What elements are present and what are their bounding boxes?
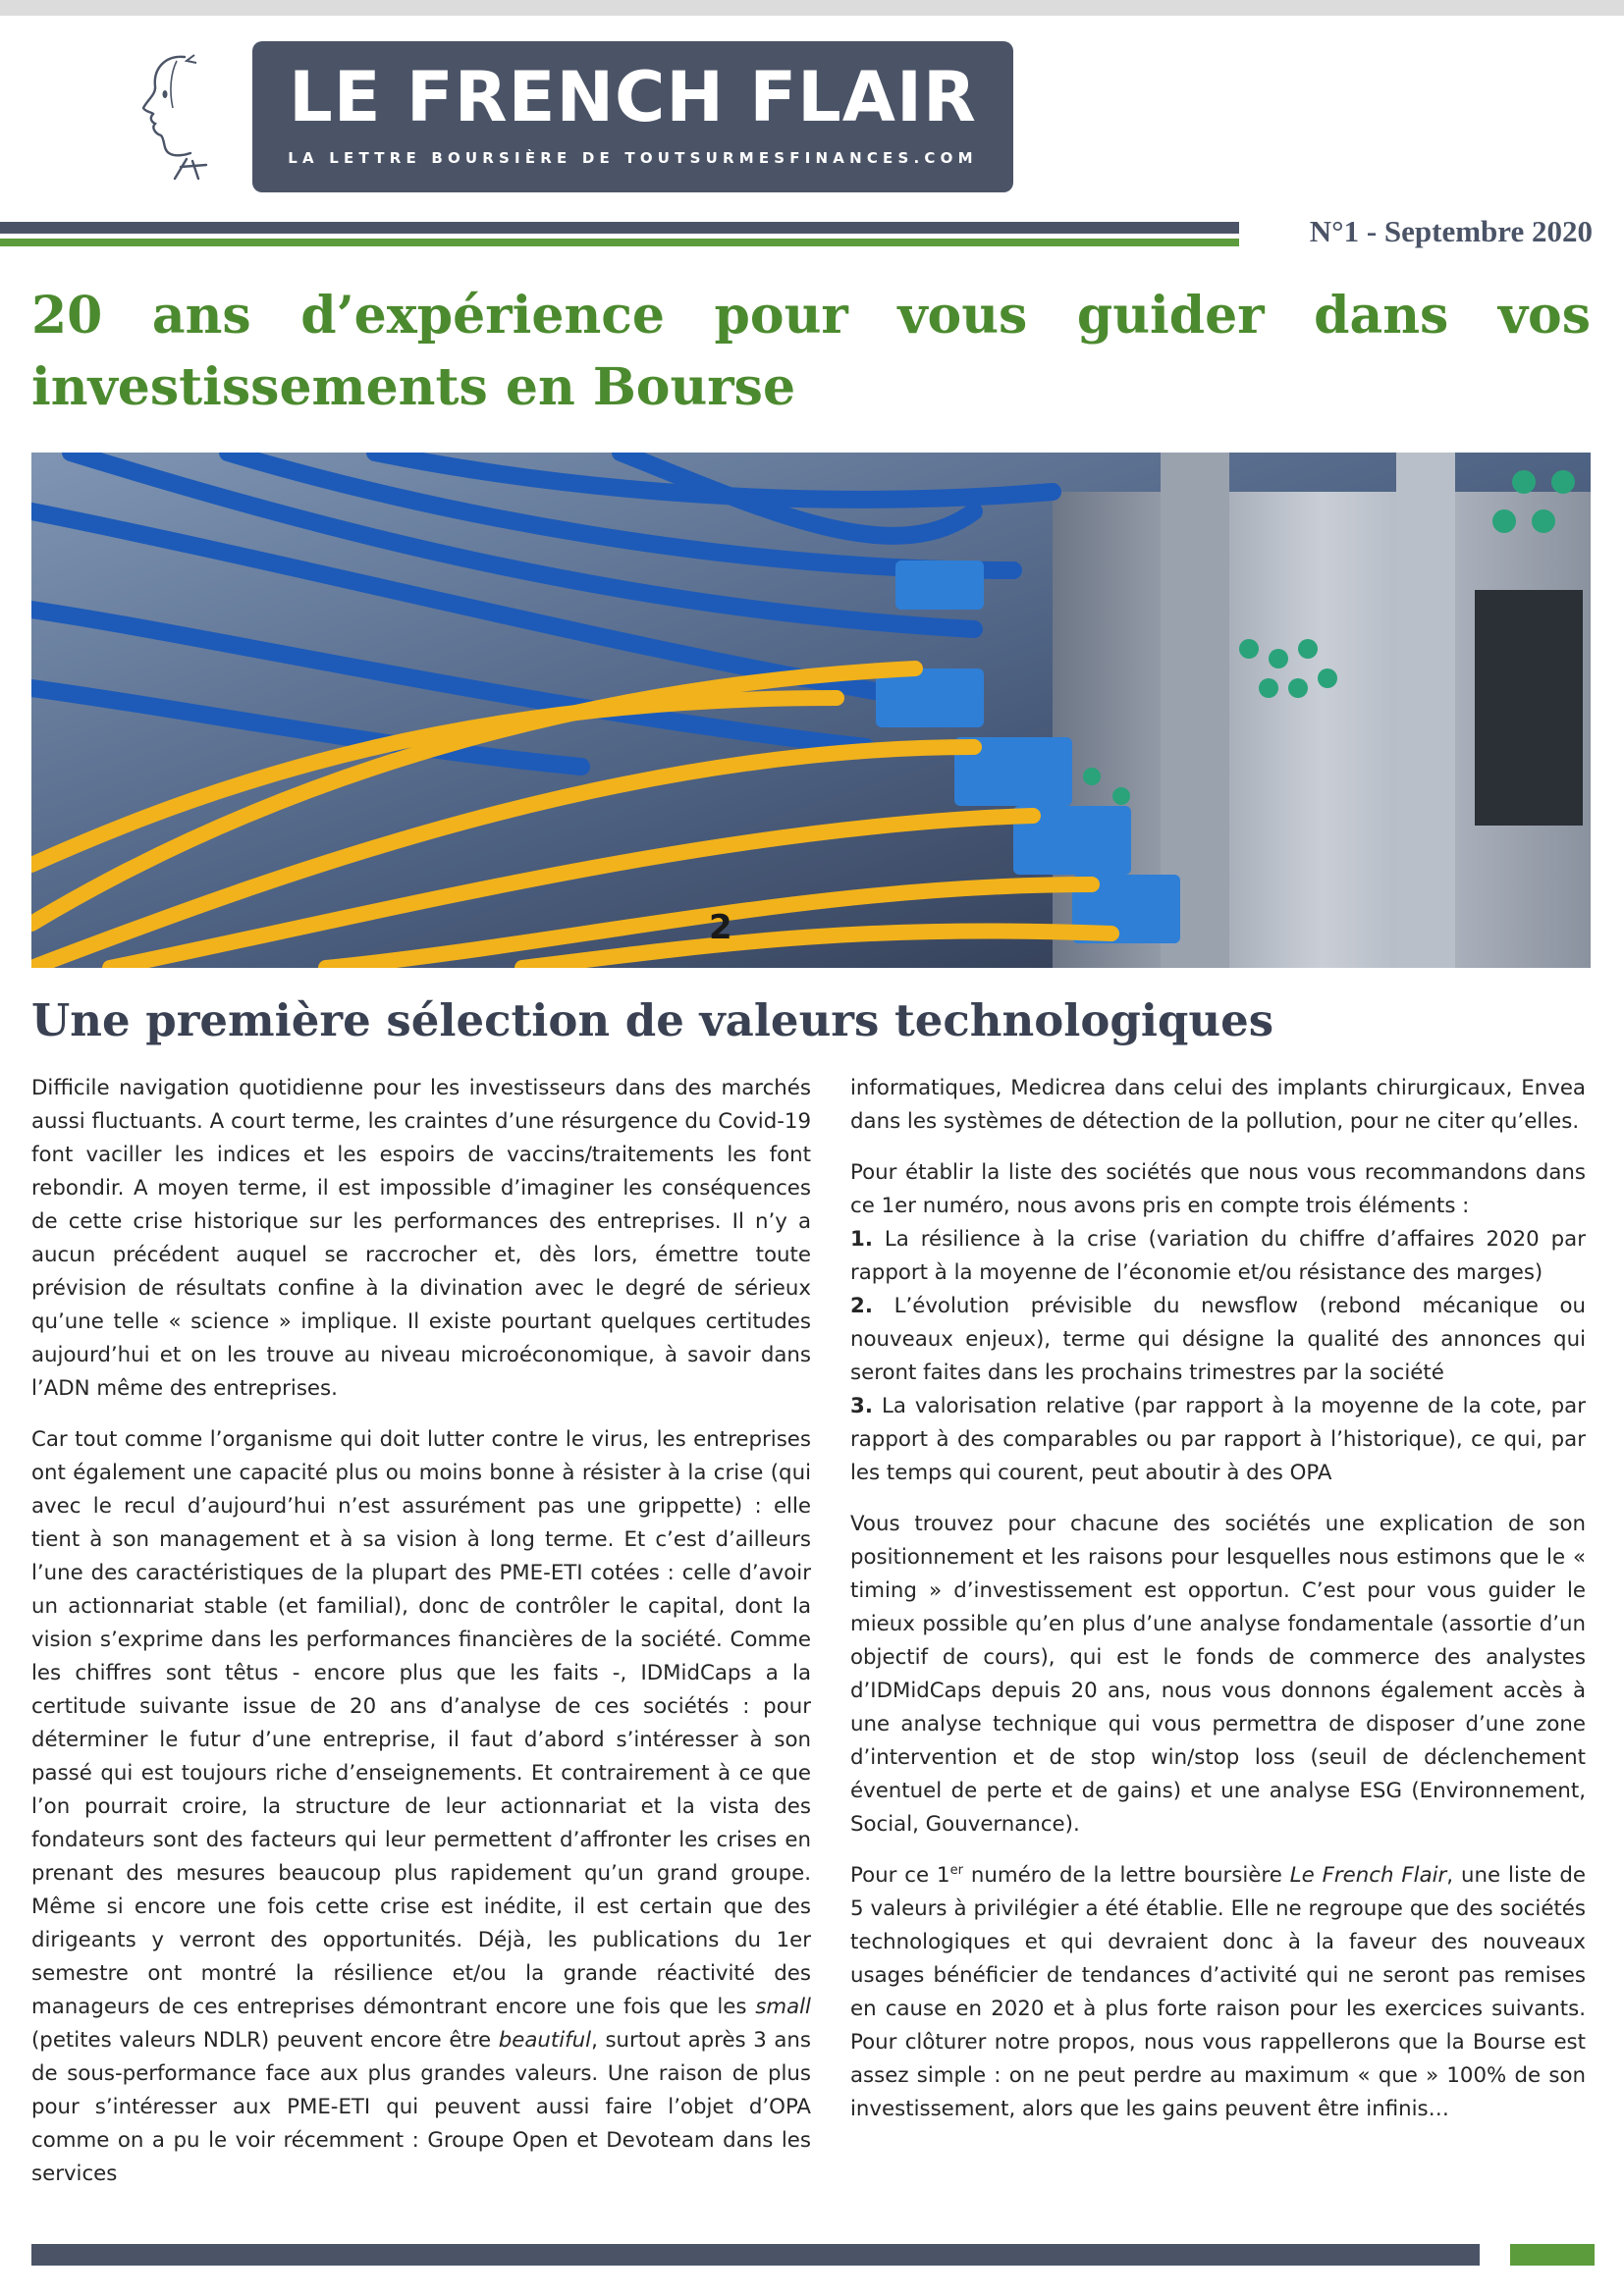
article-text: Car tout comme l’organisme qui doit lutter contre le virus, les entreprises ont également une capacité plus ou moins bonne à résister à la crise (qui avec le recul d’aujourd’hui n’est assurément pas une grippette) : elle tient à son management et à sa vision à long terme. Et c’est d’ailleurs l’une des caractéristiques de la plupart des PME-ETI cotées : celle d’avoir un actionnariat stable (et familial), donc de contrôler le capital, dont la vision s’exprime dans les performances financières de la société. Comme les chiffres sont têtus - encore plus que les faits -, IDMidCaps a la certitude suivante issue de 20 ans d’analyse de ces sociétés : pour déterminer le futur d’une entreprise, il faut d’abord s’intéresser à son passé qui est toujours riche d’enseignements. Et contrairement à ce que l’on pourrait croire, la structure de leur actionnariat et la vista des fondateurs sont des facteurs qui leur permettent d’affronter les crises en prenant des mesures beaucoup plus rapidement qu’un grand groupe. Même si encore une fois cette crise est inédite, il est certain que des dirigeants y verront des opportunités. Déjà, les publications du 1er semestre ont montré la résilience et/ou la grande réactivité des manageurs de ces entreprises démontrant encore une fois que les — [31, 1427, 811, 2019]
ordinal-superscript: er — [949, 1862, 963, 1878]
article-paragraph — [850, 1859, 1586, 2126]
header-rule-dark — [0, 222, 1239, 234]
list-item — [850, 1390, 1586, 1490]
article-italic: small — [755, 1995, 811, 2019]
masthead-subtitle: LA LETTRE BOURSIÈRE DE TOUTSURMESFINANCES.COM — [288, 149, 978, 167]
headline: 20 ans d’expérience pour vous guider dans vos investissements en Bourse — [31, 286, 1591, 417]
list-number: 1. — [850, 1227, 873, 1252]
article-text: , surtout après 3 ans de sous-performance face aux plus grandes valeurs. Une raison de plus pour s’intéresser aux PME-ETI qui peuvent aussi faire l’objet d’OPA comme on a pu le voir récemment : Groupe Open et Devoteam dans les services — [31, 2028, 811, 2186]
article-paragraph — [31, 1423, 811, 2191]
masthead-banner — [252, 41, 1013, 192]
cable-number-label: 2 — [709, 908, 732, 947]
article-paragraph: Vous trouvez pour chacune des sociétés une explication de son positionnement et les raisons pour lesquelles nous estimons que le « timing » d’investissement est opportun. C’est pour vous guider le mieux possible qu’en plus d’une analyse fondamentale (assortie d’un objectif de cours), qui est le fonds de commerce des analystes d’IDMidCaps depuis 20 ans, nous vous donnons également accès à une analyse technique qui vous permettra de disposer d’une zone d’intervention et de stop win/stop loss (seuil de déclenchement éventuel de perte et de gains) et une analyse ESG (Environnement, Social, Gouvernance). — [850, 1512, 1586, 1837]
network-cables-photo — [31, 453, 1591, 968]
article-paragraph — [850, 1156, 1586, 1490]
issue-number: N°1 - Septembre 2020 — [1309, 214, 1593, 248]
list-intro: Pour établir la liste des sociétés que nous vous recommandons dans ce 1er numéro, nous avons pris en compte trois éléments : — [850, 1160, 1586, 1218]
top-strip — [0, 0, 1624, 16]
list-text: La résilience à la crise (variation du chiffre d’affaires 2020 par rapport à la moyenne de l’économie et/ou résistance des marges) — [850, 1227, 1586, 1285]
footer-bar-dark — [31, 2244, 1480, 2266]
article-column-right — [850, 1072, 1586, 2144]
article-italic: beautiful — [498, 2028, 592, 2053]
list-item — [850, 1223, 1586, 1290]
article-column-left — [31, 1072, 811, 2209]
list-text: La valorisation relative (par rapport à la moyenne de la cote, par rapport à des comparables ou par rapport à l’historique), ce qui, par les temps qui courent, peut aboutir à des OPA — [850, 1394, 1586, 1485]
list-text: L’évolution prévisible du newsflow (rebond mécanique ou nouveaux enjeux), terme qui désigne la qualité des annonces qui seront faites dans les prochains trimestres par la société — [850, 1294, 1586, 1385]
article-paragraph: informatiques, Medicrea dans celui des implants chirurgicaux, Envea dans les systèmes de détection de la pollution, pour ne citer qu’elles. — [850, 1076, 1586, 1134]
footer-bar-green — [1510, 2244, 1595, 2266]
article-text: , une liste de 5 valeurs à privilégier a été établie. Elle ne regroupe que des sociétés technologiques et qui devraient donc à la faveur des nouveaux usages bénéficier de tendances d’activité qui ne seront pas remises en cause en 2020 et à plus forte raison pour les exercices suivants. Pour clôturer notre propos, nous vous rappellerons que la Bourse est assez simple : on ne peut perdre au maximum « que » 100% de son investissement, alors que les gains peuvent être infinis… — [850, 1863, 1586, 2121]
article-text: Pour ce 1 — [850, 1863, 950, 1888]
subheadline: Une première sélection de valeurs technologiques — [31, 994, 1274, 1046]
list-number: 2. — [850, 1294, 873, 1318]
article-text: numéro de la lettre boursière — [970, 1863, 1282, 1888]
profile-logo-icon — [135, 51, 214, 183]
list-number: 3. — [850, 1394, 873, 1418]
newsletter-name: Le French Flair — [1289, 1863, 1447, 1888]
masthead-title: LE FRENCH FLAIR — [289, 57, 977, 137]
article-paragraph: Difficile navigation quotidienne pour les investisseurs dans des marchés aussi fluctuants. A court terme, les craintes d’une résurgence du Covid-19 font vaciller les indices et les espoirs de vaccins/traitements les font rebondir. A moyen terme, il est impossible d’imaginer les conséquences de cette crise historique sur les performances des entreprises. Il n’y a aucun précédent auquel se raccrocher et, dès lors, émettre toute prévision de résultats confine à la divination avec le degré de sérieux qu’une telle « science » implique. Il existe pourtant quelques certitudes aujourd’hui et on les trouve au niveau microéconomique, à savoir dans l’ADN même des entreprises. — [31, 1076, 811, 1401]
header-rule-green — [0, 239, 1239, 246]
list-item — [850, 1290, 1586, 1390]
article-text: (petites valeurs NDLR) peuvent encore être — [31, 2028, 492, 2053]
